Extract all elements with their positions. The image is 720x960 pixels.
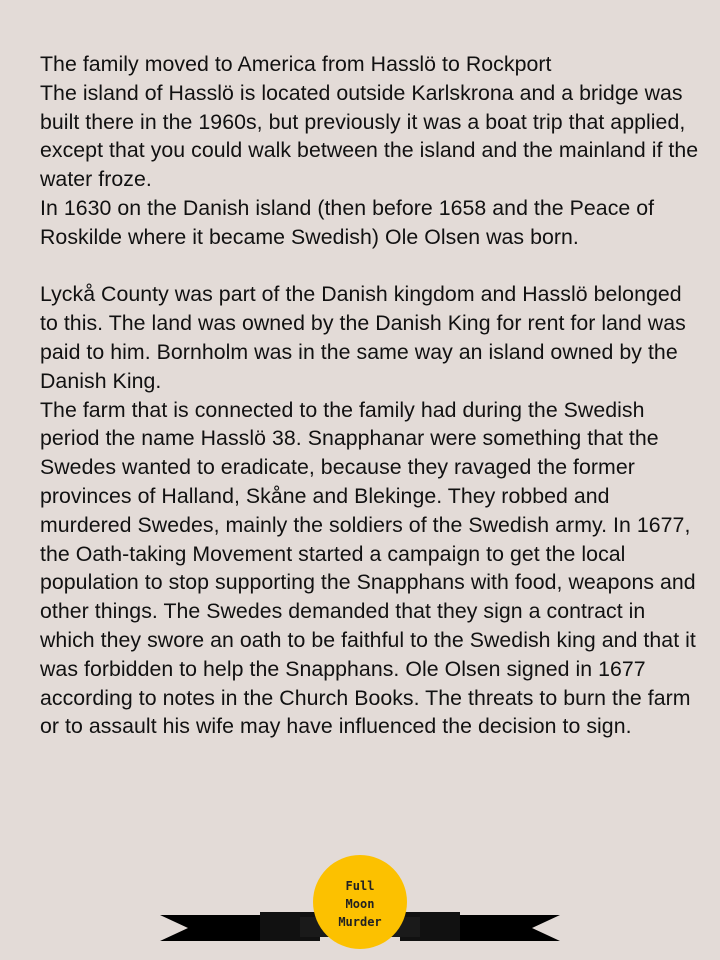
- paragraph-island-hasslo: The island of Hasslö is located outside Karlskrona and a bridge was built there in the 1960s, but previously it was a boat trip that applied, except that you could walk between the island and the mainland if the water froze.: [40, 80, 699, 192]
- body-text: [40, 50, 700, 741]
- paragraph-farm-snapphanar: The farm that is connected to the family had during the Swedish period the name Hasslö 38. Snapphanar were something that the Swedes wanted to eradicate, because they ravaged the former provinces of Halland, Skåne and Blekinge. They robbed and murdered Swedes, mainly the soldiers of the Swedish army. In 1677, the Oath-taking Movement started a campaign to get the local population to stop supporting the Snapphans with food, weapons and other things. The Swedes demanded that they sign a contract in which they swore an oath to be faithful to the Swedish king and that it was forbidden to help the Snapphans. Ole Olsen signed in 1677 according to notes in the Church Books. The threats to burn the farm or to assault his wife may have influenced the decision to sign.: [40, 397, 696, 739]
- logo-line-2: Moon: [345, 897, 375, 911]
- paragraph-move-to-america: The family moved to America from Hasslö to Rockport: [40, 52, 552, 76]
- paragraph-spacer: [40, 252, 700, 281]
- paragraph-ole-olsen-born: In 1630 on the Danish island (then before 1658 and the Peace of Roskilde where it became Swedish) Ole Olsen was born.: [40, 195, 655, 249]
- logo-line-3: Murder: [338, 915, 382, 929]
- full-moon-murder-logo: [160, 855, 560, 955]
- ribbon-left-tail: [160, 915, 260, 941]
- logo-line-1: Full: [345, 879, 375, 893]
- ribbon-right-tail: [460, 915, 560, 941]
- logo-text: [308, 877, 412, 931]
- paragraph-lycka-county: Lyckå County was part of the Danish kingdom and Hasslö belonged to this. The land was owned by the Danish King for rent for land was paid to him. Bornholm was in the same way an island owned by the Danish King.: [40, 282, 686, 393]
